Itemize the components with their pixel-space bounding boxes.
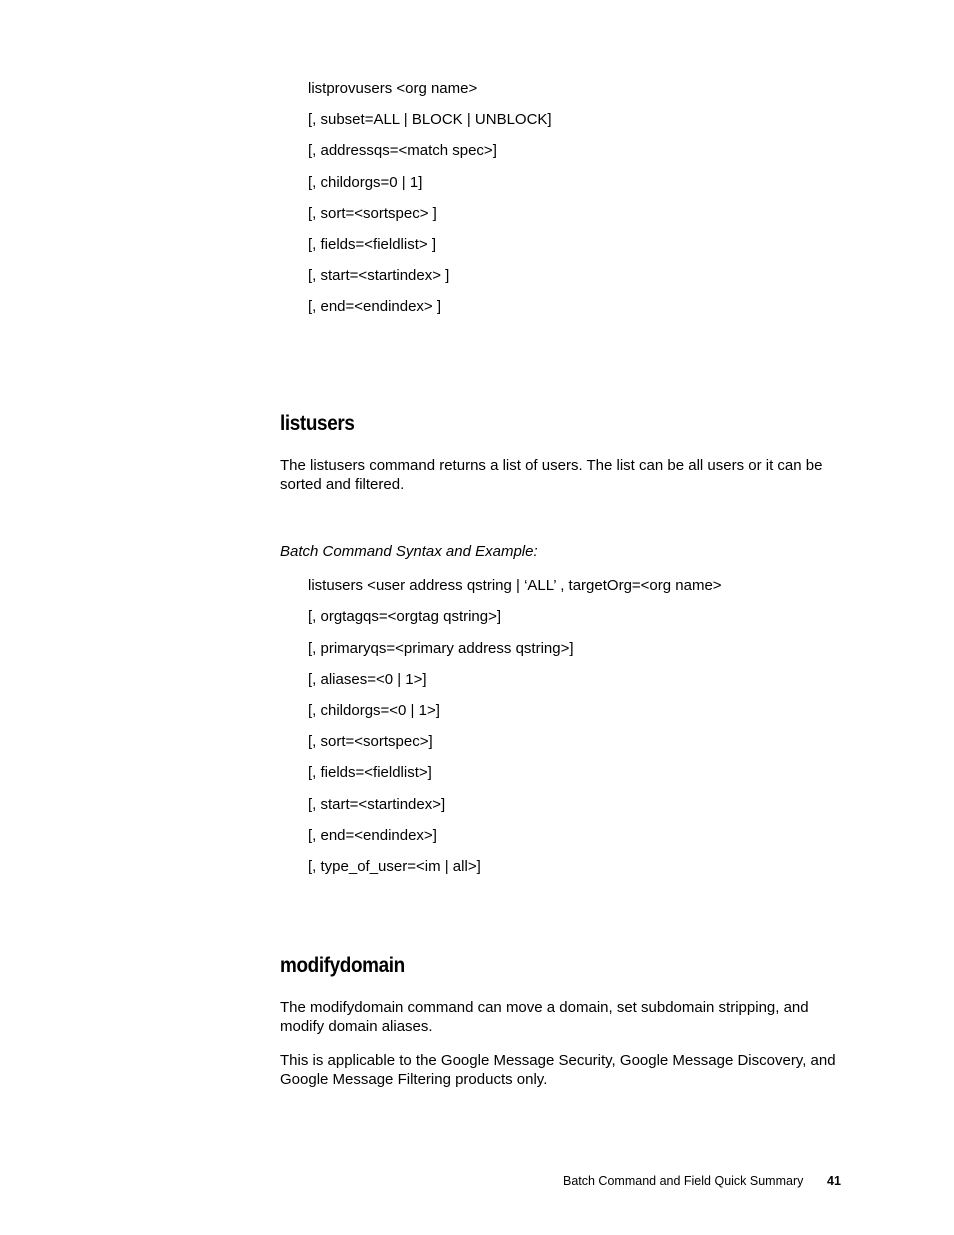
syntax-line: [, start=<startindex>]: [308, 796, 446, 813]
syntax-line: [, aliases=<0 | 1>]: [308, 671, 427, 688]
listusers-description: The listusers command returns a list of users. The list can be all users or it can be sorted and filtered.: [280, 457, 823, 493]
syntax-line: [, childorgs=<0 | 1>]: [308, 702, 440, 719]
syntax-line: [, childorgs=0 | 1]: [308, 174, 423, 191]
syntax-line: [, end=<endindex> ]: [308, 298, 442, 315]
syntax-line: [, primaryqs=<primary address qstring>]: [308, 640, 574, 657]
syntax-line: [, fields=<fieldlist>]: [308, 764, 432, 781]
syntax-line: listprovusers <org name>: [308, 80, 478, 97]
syntax-line: [, type_of_user=<im | all>]: [308, 858, 481, 875]
syntax-line: [, sort=<sortspec>]: [308, 733, 433, 750]
section-heading-listusers: listusers: [280, 412, 355, 435]
syntax-line: [, orgtagqs=<orgtag qstring>]: [308, 608, 502, 625]
modifydomain-paragraph: This is applicable to the Google Message Security, Google Message Discovery, and Google Message Filtering products only.: [280, 1052, 836, 1088]
syntax-caption: Batch Command Syntax and Example:: [280, 543, 538, 560]
footer-title: Batch Command and Field Quick Summary: [563, 1174, 804, 1188]
syntax-line: [, addressqs=<match spec>]: [308, 142, 497, 159]
syntax-line: [, fields=<fieldlist> ]: [308, 236, 436, 253]
modifydomain-paragraph: The modifydomain command can move a domain, set subdomain stripping, and modify domain aliases.: [280, 999, 809, 1035]
syntax-line: [, end=<endindex>]: [308, 827, 437, 844]
syntax-line: [, subset=ALL | BLOCK | UNBLOCK]: [308, 111, 552, 128]
section-heading-modifydomain: modifydomain: [280, 954, 405, 977]
page-number: 41: [827, 1174, 841, 1188]
syntax-line: listusers <user address qstring | ‘ALL’ , targetOrg=<org name>: [308, 577, 722, 594]
syntax-line: [, sort=<sortspec> ]: [308, 205, 437, 222]
syntax-line: [, start=<startindex> ]: [308, 267, 450, 284]
